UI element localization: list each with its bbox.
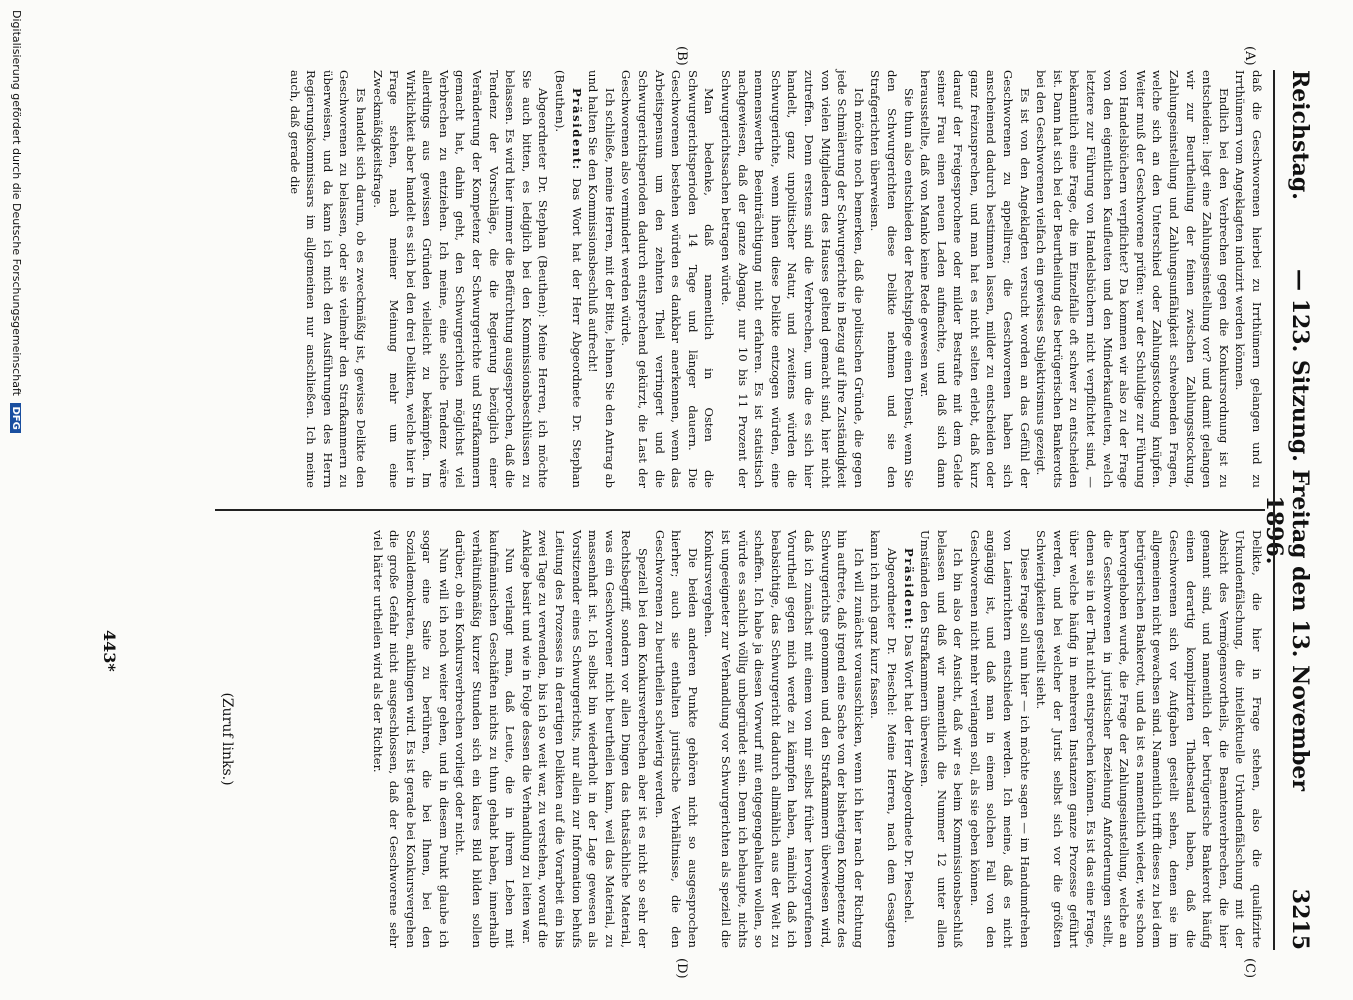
president-remark	[900, 530, 917, 948]
header-rule	[1273, 70, 1275, 950]
page-header	[1261, 70, 1317, 950]
header-publication: Reichstag.	[1287, 70, 1313, 200]
paragraph: Abgeordneter Dr. Stephan (Beuthen): Meine Herren, ich möchte Sie auch bitten, es lediglich bei den Kommissionsbeschlüssen zu belassen. Es wird hier immer die Befürchtung ausgesprochen, daß die Tendenz der Vorschläge, die die Regierung bezüglich einer Veränderung der Kompetenz der Schwurgerichte und Strafkammern gemacht hat, dahin geht, den Schwurgerichten möglichst viel Verbrechen zu entziehen. Ich meine, eine solche Tendenz wäre allerdings aus gewissen Gründen vielleicht zu bekämpfen. Im Wirklichkeit aber handelt es sich bei den drei Delikten, welche hier in Frage stehen, nach meiner Meinung mehr um eine Zweckmäßigkeitsfrage.	[370, 70, 551, 488]
paragraph: Es handelt sich darum, ob es zweckmäßig ist, gewisse Delikte den Geschworenen zu belassen, oder sie vielmehr den Strafkammern zu überweisen, und da kann ich mich den Ausführungen des Herrn Regierungskommissars im allgemeinen nur anschließen. Ich meine auch, daß gerade die	[287, 70, 368, 488]
paragraph: Ich möchte noch bemerken, daß die politischen Gründe, die gegen jede Schmälerung der Schwurgerichte in Bezug auf ihre Zuständigkeit von vielen Mitgliedern des Hauses geltend gemacht sind, hier nicht zutreffen. Denn erstens sind die Verbrechen, um die es sich hier handelt, ganz unpolitischer Natur, und zweitens würden die Schwurgerichte, wenn ihnen diese Delikte entzogen würden, eine nennenswerthe Beeinträchtigung nicht erfahren. Es ist statistisch nachgewiesen, daß der ganze Abgang, nur 10 bis 11 Prozent der Schwurgerichtssachen betragen würde.	[719, 70, 866, 488]
paragraph: daß die Geschworenen hierbei zu Irrthümern gelangen und zu Irrthümern vom Angeklagten induzirt werden können.	[1233, 70, 1264, 488]
paragraph: Speziell bei dem Konkursverbrechen aber ist es nicht so sehr der Rechtsbegriff, sondern vor allen Dingen das thatsächliche Material, was ein Geschworener nicht beurtheilen kann, weil das Material, zu massenhaft ist. Ich selbst bin wiederholt in der Lage gewesen als Vorsitzender eines Schwurgerichts, nur allein zur Information behufs Leitung des Prozesses in derartigen Delikten auf die Vorarbeit ein bis zwei Tage zu verwenden, bis ich so weit war, zu verstehen, worauf die Anklage basirt und wie in Folge dessen die Verhandlung zu leiten war.	[519, 530, 651, 948]
left-column	[286, 70, 1265, 488]
margin-mark-c: (C)	[1242, 958, 1257, 979]
paragraph: Ich schließe, meine Herren, mit der Bitte, lehnen Sie den Antrag ab und halten Sie den Kommissionsbeschluß aufrecht!	[586, 70, 617, 488]
column-divider	[215, 509, 1265, 511]
paragraph: Sie thun also entschieden der Rechtspflege einen Dienst, wenn Sie den Schwurgerichten diese Delikte nehmen und sie den Strafgerichten überweisen.	[868, 70, 916, 488]
remark-text: Das Wort hat der Herr Abgeordnete Dr. Pieschel.	[901, 634, 916, 924]
president-remark	[551, 70, 584, 488]
digitization-credit	[10, 10, 23, 433]
margin-mark-b: (B)	[674, 46, 689, 66]
paragraph: Nun will ich noch weiter gehen, und in diesem Punkt glaube ich sogar eine Saite zu berühren, die bei Ihnen, bei den Sozialdemokraten, anklingen wird. Es ist gerade bei Konkursvergehen die große Gefahr nicht ausgeschlossen, daß der Geschworene sehr viel härter urtheilen wird als der Richter.	[370, 530, 451, 948]
margin-mark-d: (D)	[674, 958, 689, 979]
interjection: (Zuruf links.)	[219, 692, 235, 786]
dfg-logo: DFG	[11, 403, 22, 432]
paragraph: Nun verlangt man, daß Leute, die in ihrem Leben mit kaufmännischen Geschäften nichts zu thun gehabt haben, innerhalb verhältnißmäßig kurzer Stunden sich ein klares Bild bilden sollen darüber, ob ein Konkursverbrechen vorliegt oder nicht.	[453, 530, 518, 948]
paragraph: Delikte, die hier in Frage stehen, also die qualifizirte Urkundenfälschung, die intellektuelle Urkundenfälschung mit der Absicht des Vermögensvortheils, die Beamtenverbrechen, die hier genannt sind, und namentlich der betrügerische Bankerott häufig einen derartig komplizirten Thatbestand haben, daß die Geschworenen sich vor Aufgaben gestellt sehen, denen sie im allgemeinen nicht gewachsen sind. Namentlich trifft dieses zu bei dem betrügerischen Bankerott, und da ist es namentlich wieder, wie schon hervorgehoben wurde, die Frage der Zahlungseinstellung, welche an die Geschworenen in juristischer Beziehung Anforderungen stellt, denen sie in der That nicht entsprechen können. Es ist das eine Frage, über welche häufig in mehreren Instanzen ganze Prozesse geführt werden, und bei welcher der Jurist selbst sich vor die größten Schwierigkeiten gestellt sieht.	[1034, 530, 1264, 948]
paragraph: Ich bin also der Ansicht, daß wir es beim Kommissionsbeschluß belassen und daß wir namentlich die Nummer 12 unter allen Umständen den Strafkammern überweisen.	[918, 530, 966, 948]
sheet-number: 443*	[100, 630, 119, 672]
remark-text: Das Wort hat der Herr Abgeordnete Dr. Stephan (Beuthen).	[553, 70, 584, 489]
paragraph: Die beiden anderen Punkte gehören nicht so ausgesprochen hierher; auch sie enthalten juristische Verhältnisse, die den Geschworenen zu beurtheilen schwierig werden.	[652, 530, 700, 948]
header-page-number: 3215	[1287, 888, 1313, 950]
paragraph: Man bedenke, daß namentlich in Osten die Schwurgerichtsperioden 14 Tage und länger dauern. Die Geschworenen bestehen würden es dankbar anerkennen, wenn das Arbeitspensum um den zehnten Theil verringert und die Schwurgerichtsperioden dadurch entsprechend gekürzt, die Last der Geschworenen also vermindert werden würde.	[619, 70, 717, 488]
credit-text: Digitalisierung gefördert durch die Deutsche Forschungsgemeinschaft	[10, 10, 23, 396]
paragraph: Diese Frage soll nun hier — ich möchte sagen — im Handumdrehen von Laienrichtern entschieden werden. Ich meine, daß es nicht angängig ist, und daß man in einem solchen Fall von den Geschworenen nicht mehr verlangen soll, als sie geben können.	[967, 530, 1032, 948]
margin-mark-a: (A)	[1242, 46, 1257, 66]
header-session-date: — 123. Sitzung. Freitag den 13. November 1896.	[1261, 269, 1313, 791]
paragraph: Abgeordneter Dr. Pieschel: Meine Herren, nach dem Gesagten kann ich mich ganz kurz fassen.	[868, 530, 899, 948]
paragraph: Endlich bei den Verbrechen gegen die Konkursordnung ist zu entscheiden: liegt eine Zahlungseinstellung vor? und damit gelangen wir zur Beurtheilung der feinen zwischen Zahlungsstockung, Zahlungseinstellung und Zahlungsunfähigkeit schwebenden Fragen, welche sich an den Unterschied oder Zahlungsstockung knüpfen. Weiter muß der Geschworene prüfen: war der Schuldige zur Führung von Handelsbüchern verpflichtet? Da kommen wir also zu der Frage von den eigentlichen Kaufleuten und den Minderkaufleuten, welch letztere zur Führung von Handelsbüchern nicht verpflichtet sind, — bekanntlich eine Frage, die im Einzelfalle oft schwer zu entscheiden ist. Dann hat sich bei der Beurtheilung des betrügerischen Bankerotts bei den Geschworenen vielfach ein gewisses Subjektivismus gezeigt.	[1034, 70, 1231, 488]
right-column	[369, 530, 1265, 948]
paragraph: Es ist von den Angeklagten versucht worden an das Gefühl der Geschworenen zu appelliren; die Geschworenen haben sich anscheinend dadurch bestimmen lassen, milder zu entscheiden oder ganz freizusprechen, und man hat es nicht selten erlebt, daß kurz darauf der Freigesprochene oder milder Bestrafte mit dem Gelde seiner Frau einen neuen Laden aufmachte, und daß sich dann herausstellte, daß von Manko keine Rede gewesen war.	[918, 70, 1032, 488]
paragraph: Ich will zunächst vorausschicken, wenn ich hier nach der Richtung hin auftrete, daß irgend eine Sache von der bisherigen Kompetenz des Schwurgerichts genommen und den Strafkammern überwiesen wird, daß ich zunächst mit einem von mir selbst früher hervorgerufenen Vorurtheil gegen mich werde zu kämpfen haben, nämlich daß ich beabsichtige, das Schwurgericht dadurch allmählich aus der Welt zu schaffen. Ich habe ja diesen Vorwurf mit entgegengehalten wollen, so würde es sachlich völlig unbegründet sein. Denn ich behaupte, nichts ist ungeeigneter zur Verhandlung vor Schwurgerichten als speziell die Konkursvergehen.	[702, 530, 866, 948]
speaker-label: Präsident:	[569, 88, 584, 171]
speaker-label: Präsident:	[901, 548, 916, 631]
